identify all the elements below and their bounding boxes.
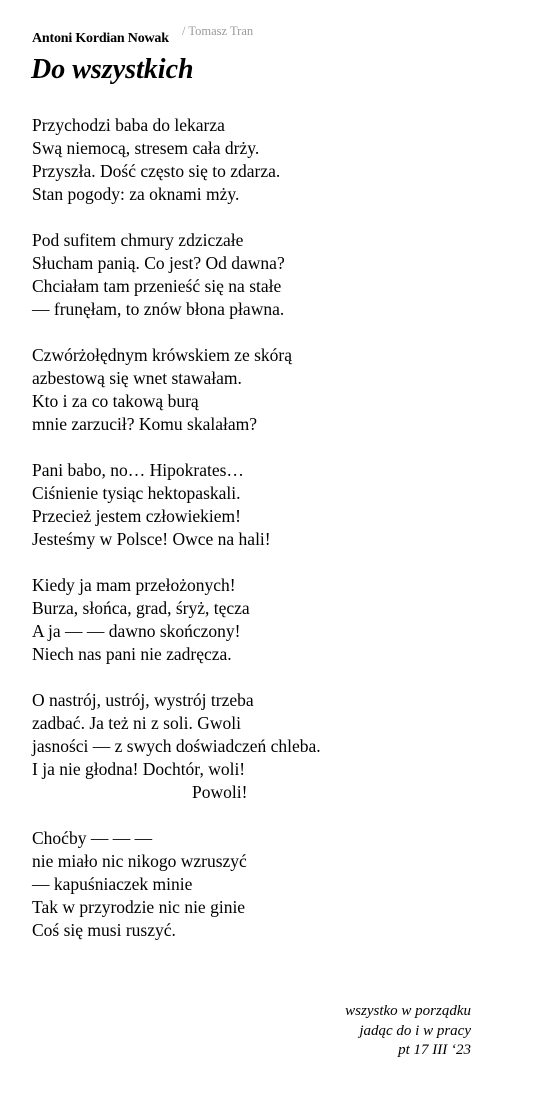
stanza-4 [32, 459, 492, 551]
stanza-5 [32, 574, 492, 666]
poem-line: Słucham panią. Co jest? Od dawna? [32, 253, 285, 273]
poem-line: mnie zarzucił? Komu skalałam? [32, 414, 257, 434]
poem-line: jasności — z swych doświadczeń chleba. [32, 736, 321, 756]
poem-line: Przecież jestem człowiekiem! [32, 506, 241, 526]
stanza-6 [32, 689, 492, 804]
poem-line: Burza, słońca, grad, śryż, tęcza [32, 598, 250, 618]
footer-line: wszystko w porządku [345, 1003, 471, 1019]
poem-line: — frunęłam, to znów błona pławna. [32, 299, 285, 319]
stanza-1 [32, 114, 492, 206]
stanza-3 [32, 344, 492, 436]
stanza-2 [32, 229, 492, 321]
footer-note [345, 1002, 471, 1061]
stanza-7 [32, 827, 492, 942]
poem-line: zadbać. Ja też ni z soli. Gwoli [32, 713, 241, 733]
poem-title: Do wszystkich [31, 54, 194, 85]
poem-line: Choćby — — — [32, 828, 153, 848]
poem-line: Coś się musi ruszyć. [32, 920, 176, 940]
poem-body [32, 114, 492, 965]
poem-line: I ja nie głodna! Dochtór, woli! [32, 759, 246, 779]
footer-line: jadąc do i w pracy [359, 1022, 471, 1039]
poem-line: A ja — — dawno skończony! [32, 621, 241, 641]
poem-line: Niech nas pani nie zadręcza. [32, 644, 232, 664]
poem-line: Chciałam tam przenieść się na stałe [32, 276, 282, 296]
poem-line: Kiedy ja mam przełożonych! [32, 575, 236, 595]
poem-line: Tak w przyrodzie nic nie ginie [32, 897, 246, 917]
footer-date: pt 17 III ‘23 [398, 1042, 471, 1058]
poem-line: Ciśnienie tysiąc hektopaskali. [32, 483, 241, 503]
poem-line: O nastrój, ustrój, wystrój trzeba [32, 690, 254, 710]
poem-line: Czwórżołędnym krówskiem ze skórą [32, 345, 292, 365]
translator-name: / Tomasz Tran [182, 24, 254, 38]
poem-line-indented: Powoli! [192, 782, 248, 802]
poem-line: Stan pogody: za oknami mży. [32, 184, 240, 204]
poem-line: Jesteśmy w Polsce! Owce na hali! [32, 529, 271, 549]
poem-line: nie miało nic nikogo wzruszyć [32, 851, 247, 871]
poem-line: Przychodzi baba do lekarza [32, 115, 225, 135]
poem-line: Pod sufitem chmury zdziczałe [32, 230, 244, 250]
author-name: Antoni Kordian Nowak [32, 31, 169, 46]
poem-line: — kapuśniaczek minie [32, 874, 193, 894]
poem-line: azbestową się wnet stawałam. [32, 368, 242, 388]
poem-line: Pani babo, no… Hipokrates… [32, 460, 244, 480]
poem-line: Kto i za co takową burą [32, 391, 199, 411]
poem-line: Przyszła. Dość często się to zdarza. [32, 161, 281, 181]
poem-line: Swą niemocą, stresem cała drży. [32, 138, 260, 158]
